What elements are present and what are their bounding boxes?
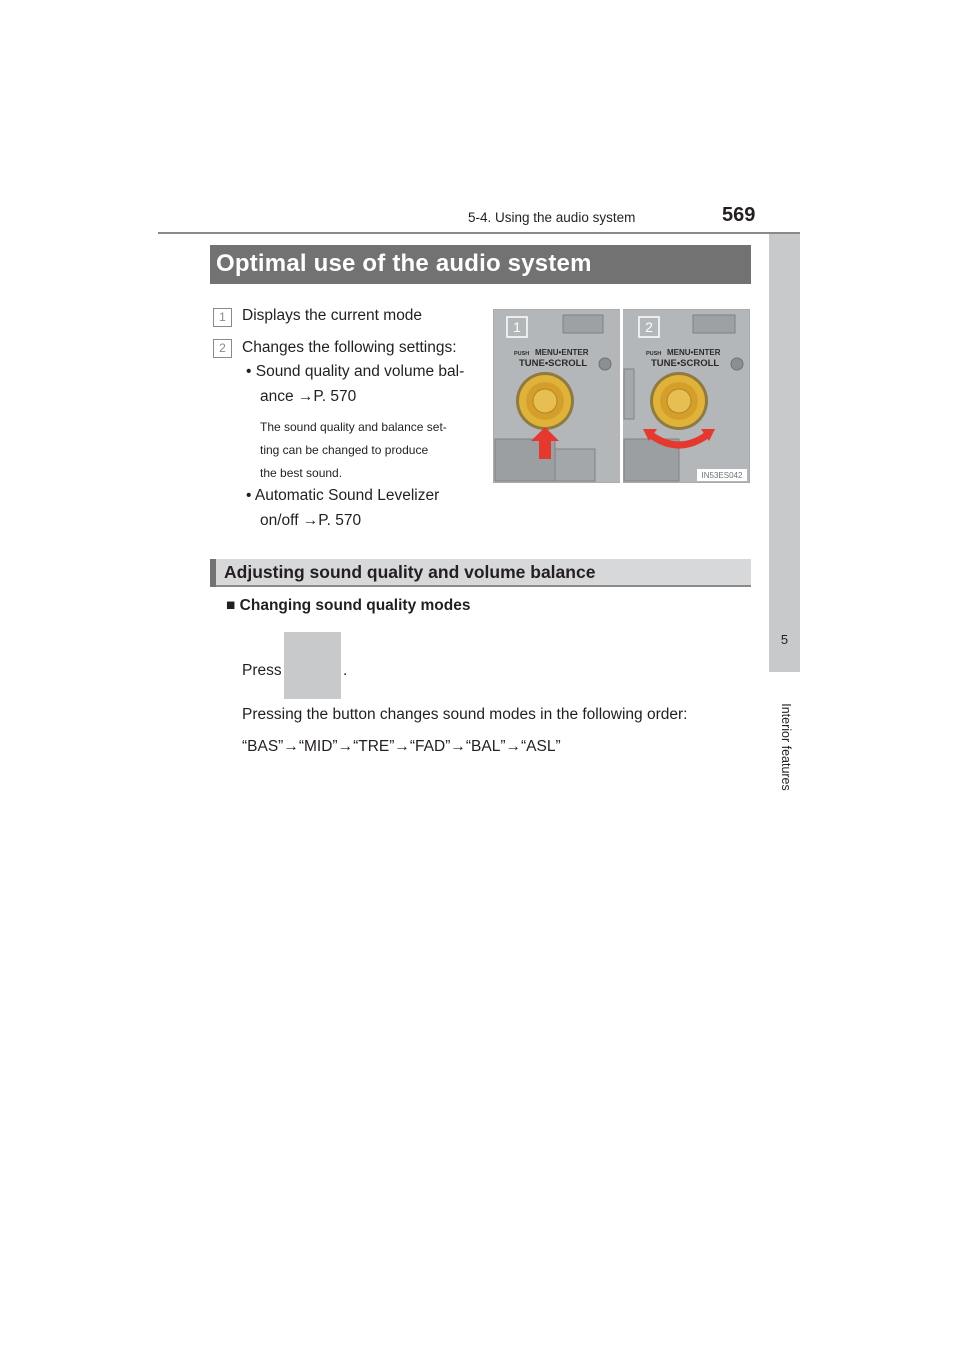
sound-mode-order: “BAS”→“MID”→“TRE”→“FAD”→“BAL”→“ASL” xyxy=(242,738,561,755)
subsection-title: Adjusting sound quality and volume balance xyxy=(224,562,596,582)
panel-text-menu-right: MENU•ENTER xyxy=(667,348,721,357)
panel-text-tune-right: TUNE•SCROLL xyxy=(651,358,720,369)
item-2-text: Changes the following settings: xyxy=(242,339,457,356)
button-image-placeholder xyxy=(284,632,341,699)
paragraph-sound-modes: Pressing the button changes sound modes in the following order: xyxy=(242,706,688,723)
item-badge-2: 2 xyxy=(213,339,232,358)
chapter-label: Interior features xyxy=(779,703,793,791)
press-label: Press xyxy=(242,662,282,679)
note-line-3: the best sound. xyxy=(260,466,343,480)
subsection-bar xyxy=(210,559,751,587)
bullet-sound-quality-line1: • Sound quality and volume bal- xyxy=(246,363,465,380)
panel-text-menu-left: MENU•ENTER xyxy=(535,348,589,357)
page-number: 569 xyxy=(722,204,756,226)
running-header-section: 5-4. Using the audio system xyxy=(468,210,636,225)
section-title: Optimal use of the audio system xyxy=(216,250,592,277)
panel-right xyxy=(623,310,749,482)
callout-2: 2 xyxy=(645,319,653,335)
header-rule xyxy=(158,232,800,234)
item-badge-1: 1 xyxy=(213,308,232,327)
bullet-asl-line2: on/off →P. 570 xyxy=(260,512,362,529)
figure-code: IN53ES042 xyxy=(701,471,743,480)
chapter-side-tab xyxy=(769,234,800,672)
panel-left xyxy=(494,310,620,482)
press-period: . xyxy=(343,662,348,679)
heading-changing-sound-quality: ■ Changing sound quality modes xyxy=(226,597,471,614)
note-line-1: The sound quality and balance set- xyxy=(260,420,447,434)
panel-text-push-right: PUSH xyxy=(646,351,662,357)
bullet-asl-line1: • Automatic Sound Levelizer xyxy=(246,487,440,504)
audio-knob-figure xyxy=(493,309,750,483)
chapter-number: 5 xyxy=(780,632,789,647)
section-title-bar xyxy=(210,245,751,284)
callout-1: 1 xyxy=(513,319,521,335)
bullet-sound-quality-line2: ance →P. 570 xyxy=(260,388,357,405)
panel-text-push-left: PUSH xyxy=(514,351,530,357)
panel-text-tune-left: TUNE•SCROLL xyxy=(519,358,588,369)
note-line-2: ting can be changed to produce xyxy=(260,443,429,457)
item-1-text: Displays the current mode xyxy=(242,307,423,324)
